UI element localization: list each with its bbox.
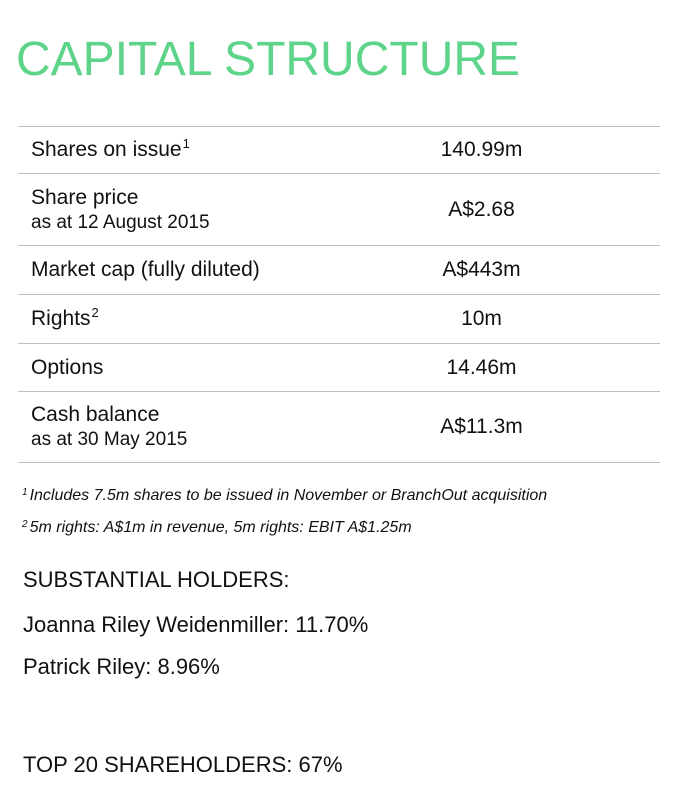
row-label-text: Rights [31, 307, 91, 330]
footnote-1 [22, 478, 547, 510]
row-value: 10m [461, 307, 502, 330]
table-row-cash-balance [18, 392, 660, 463]
row-value: A$443m [442, 258, 521, 281]
substantial-holders-heading: SUBSTANTIAL HOLDERS: [23, 567, 290, 592]
table-row-share-price [18, 174, 660, 246]
substantial-holder-item: Joanna Riley Weidenmiller: 11.70% [23, 612, 369, 637]
footnote-text: Includes 7.5m shares to be issued in November or BranchOut acquisition [29, 487, 548, 504]
row-label-text: Shares on issue [31, 138, 182, 161]
capital-structure-table [18, 126, 660, 463]
footnote-2 [22, 510, 547, 542]
row-value: A$2.68 [448, 197, 515, 221]
substantial-holder-item: Patrick Riley: 8.96% [23, 654, 220, 679]
top-20-shareholders: TOP 20 SHAREHOLDERS: 67% [23, 752, 343, 777]
footnote-marker: 2 [91, 305, 99, 320]
footnote-text: 5m rights: A$1m in revenue, 5m rights: EBIT A$1.25m [29, 519, 412, 536]
footnote-mark: 1 [22, 487, 28, 498]
row-value: 14.46m [446, 355, 517, 379]
footnotes [22, 478, 547, 542]
row-label: Share price [31, 185, 139, 209]
footnote-mark: 2 [22, 519, 28, 530]
row-sublabel: as at 12 August 2015 [31, 211, 210, 233]
row-sublabel: as at 30 May 2015 [31, 429, 188, 450]
page-title: CAPITAL STRUCTURE [16, 33, 521, 86]
table-row-shares-on-issue [18, 127, 660, 174]
row-label: Options [31, 355, 104, 379]
row-value: 140.99m [440, 138, 523, 161]
footnote-marker: 1 [182, 136, 190, 151]
table-row-market-cap [18, 246, 660, 295]
row-label: Market cap (fully diluted) [31, 258, 260, 281]
row-value: A$11.3m [440, 415, 523, 438]
row-label: Cash balance [31, 403, 160, 426]
table-row-rights [18, 295, 660, 344]
table-row-options [18, 344, 660, 392]
